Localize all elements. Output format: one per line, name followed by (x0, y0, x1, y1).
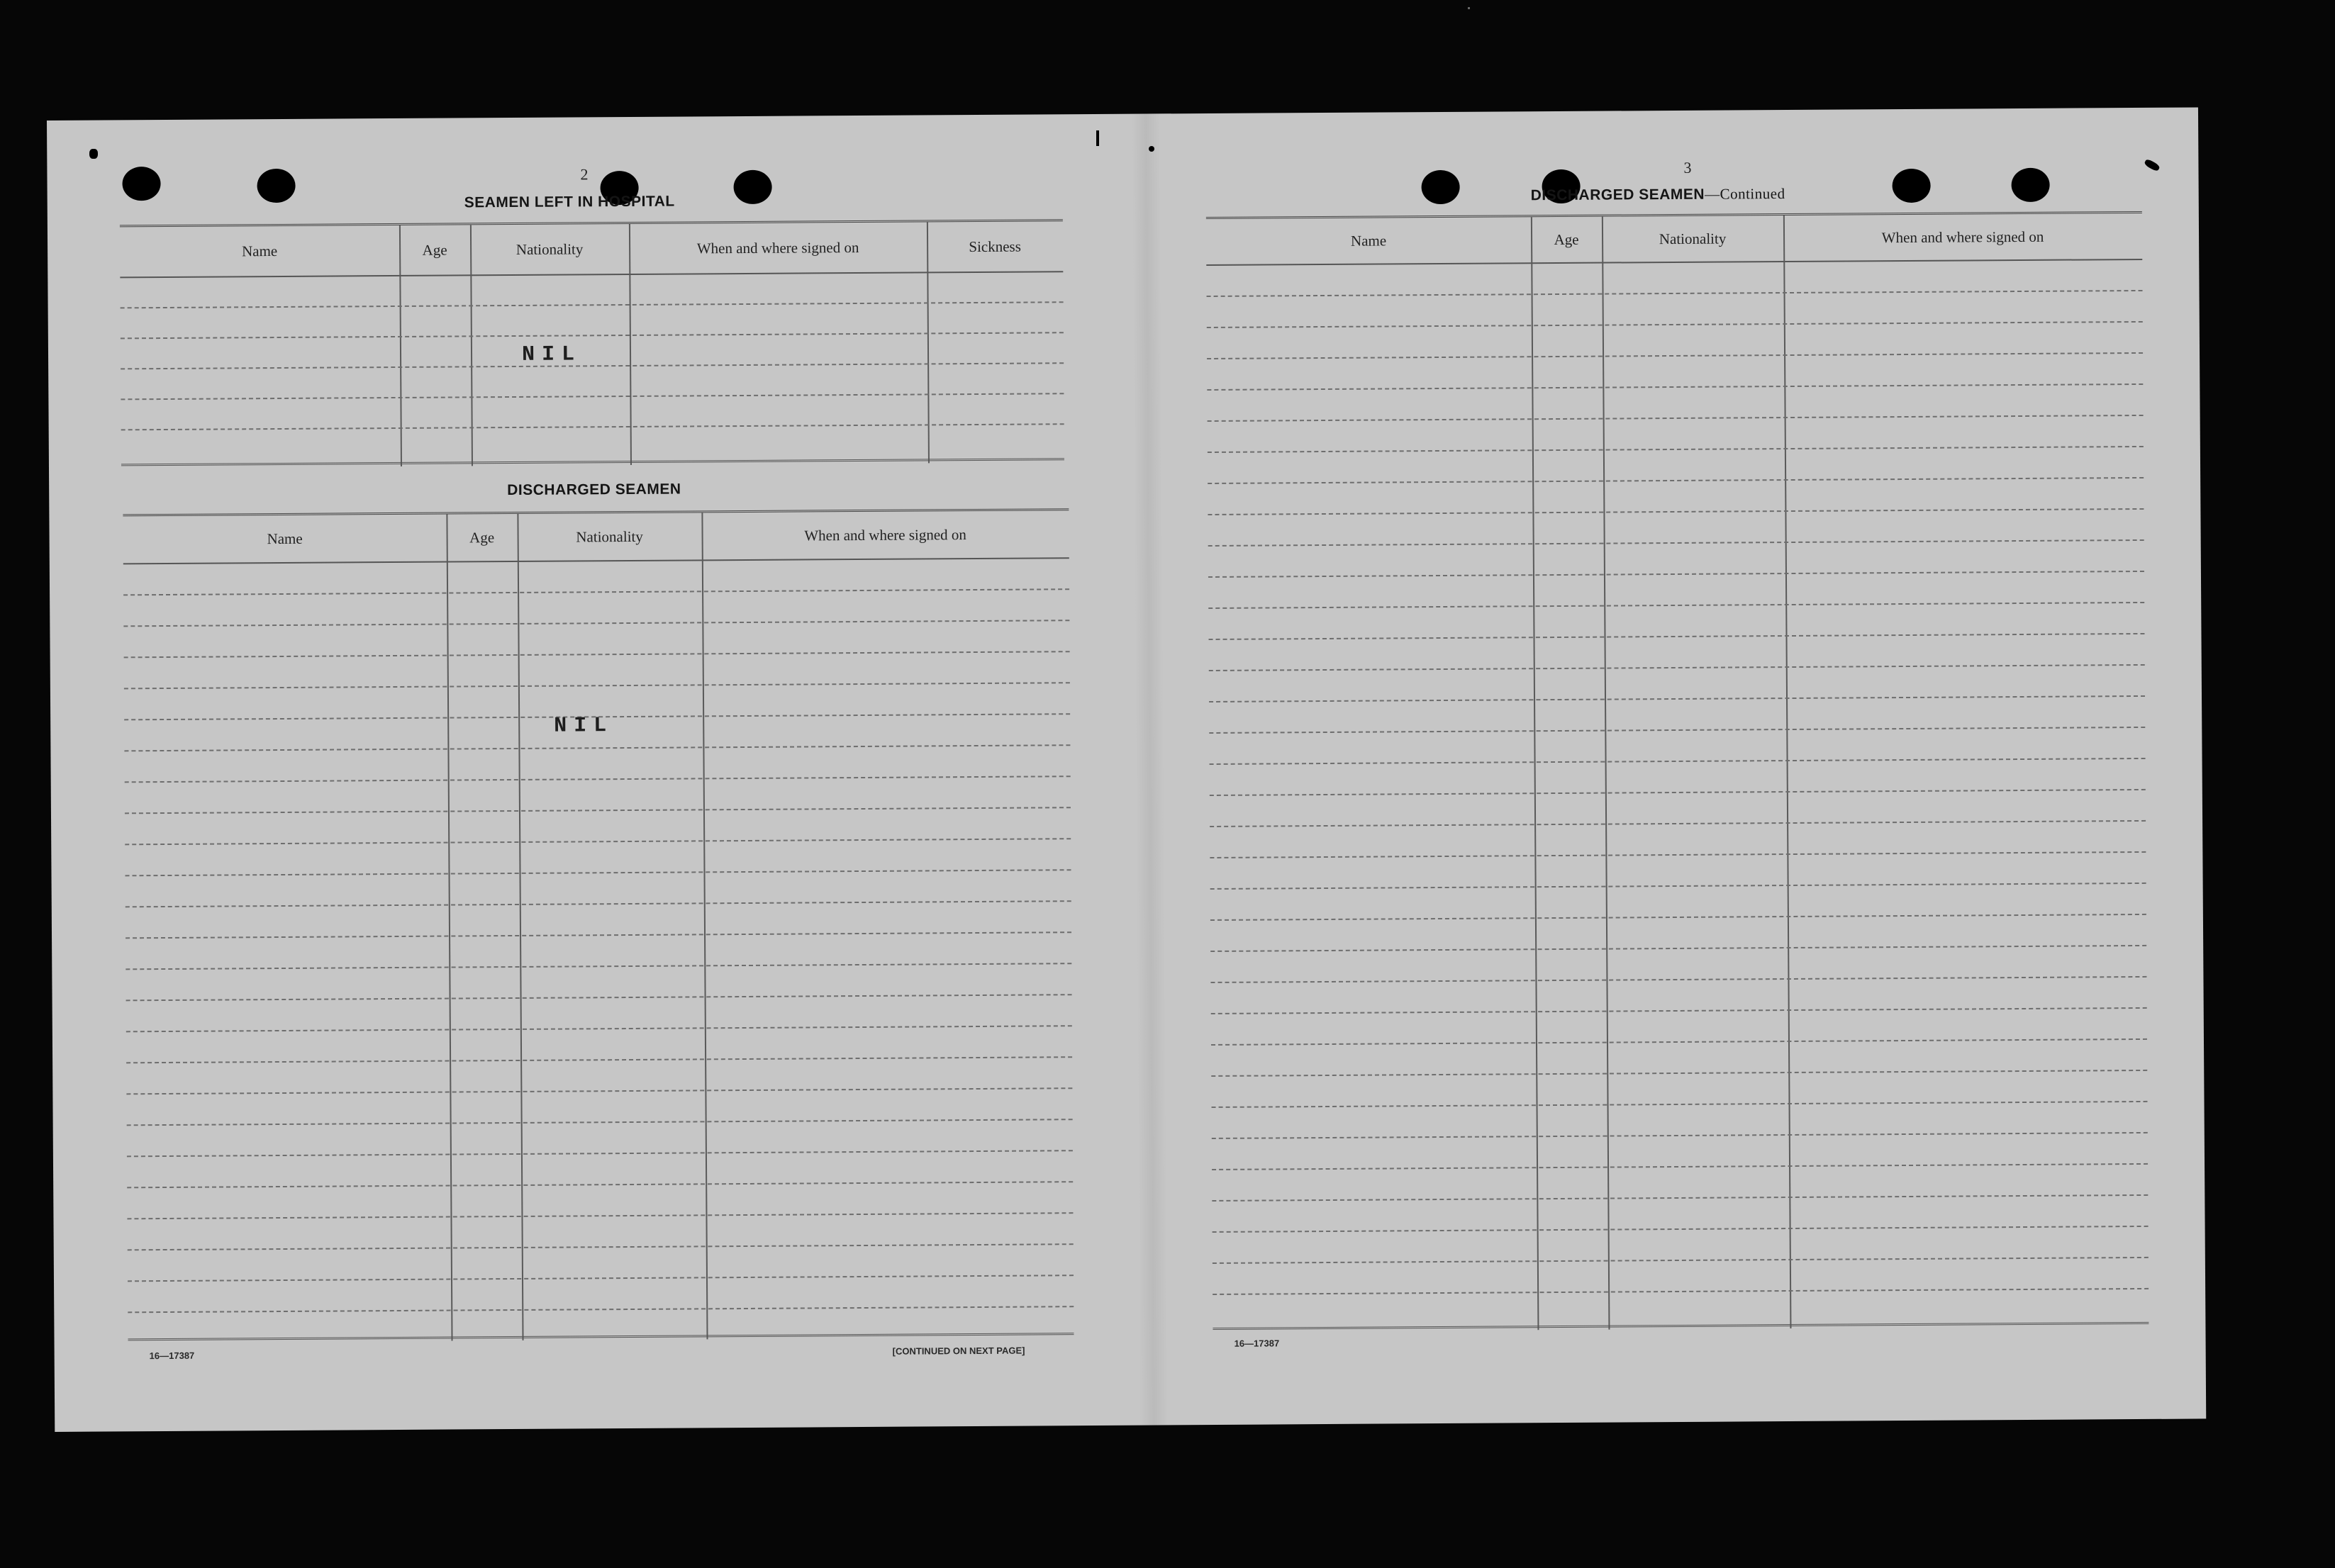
scan-speck (1149, 146, 1154, 152)
entry-line (124, 651, 1070, 658)
page-fold (1132, 113, 1168, 1425)
scan-speck (1096, 130, 1099, 146)
page-number-left: 2 (580, 165, 589, 184)
entry-line (127, 1212, 1073, 1219)
punch-hole (1892, 169, 1930, 203)
entry-line (124, 744, 1070, 751)
entry-line (1208, 508, 2144, 515)
entry-line (1208, 633, 2144, 640)
entry-line (121, 393, 1064, 400)
entry-line (1209, 664, 2145, 671)
entry-line (1211, 1038, 2147, 1046)
column-divider (1602, 217, 1610, 1330)
entry-line (128, 1306, 1074, 1313)
discharged-continued-header (1206, 213, 2142, 266)
punch-hole (733, 170, 771, 204)
entry-line (127, 1181, 1073, 1188)
page-number-right: 3 (1683, 158, 1692, 177)
entry-line (121, 362, 1064, 369)
entry-line (1207, 290, 2143, 297)
hospital-table-header (120, 221, 1063, 278)
discharged-continued-title (1531, 185, 1785, 204)
entry-line (126, 900, 1071, 907)
col-header-nationality: Nationality (576, 527, 643, 545)
discharged-table-right (1206, 211, 2149, 1332)
form-number-left: 16—17387 (149, 1350, 195, 1362)
entry-line (1212, 1163, 2148, 1170)
entry-line (1210, 820, 2146, 827)
scan-speck (89, 149, 98, 159)
hospital-table (120, 219, 1064, 468)
col-header-name: Name (1350, 231, 1387, 250)
col-header-name: Name (241, 242, 278, 259)
col-header-nationality: Nationality (1659, 230, 1727, 247)
entry-line (1207, 321, 2143, 328)
entry-line (1210, 976, 2146, 983)
entry-line (1210, 914, 2146, 921)
entry-line (126, 869, 1071, 876)
entry-line (125, 838, 1071, 845)
entry-line (126, 963, 1071, 970)
entry-line (1209, 727, 2145, 734)
col-header-sickness: Sickness (969, 237, 1021, 255)
hospital-section-title: SEAMEN LEFT IN HOSPITAL (464, 193, 675, 211)
entry-line (1208, 477, 2144, 484)
entry-line (121, 301, 1064, 308)
column-divider (1783, 215, 1792, 1328)
entry-line (121, 332, 1064, 339)
col-header-age: Age (422, 241, 447, 259)
entry-line (1212, 1132, 2148, 1139)
form-number-right: 16—17387 (1234, 1338, 1280, 1349)
entry-line (1210, 789, 2146, 796)
col-header-signed-on: When and where signed on (804, 525, 966, 544)
entry-line (1210, 758, 2146, 765)
entry-line (126, 1087, 1072, 1094)
entry-line (127, 1119, 1073, 1126)
entry-line (124, 682, 1070, 689)
table-bottom-rule (121, 458, 1064, 466)
entry-line (126, 1025, 1072, 1032)
col-header-signed-on: When and where signed on (1881, 228, 2044, 246)
col-header-age: Age (1554, 230, 1579, 248)
col-header-signed-on: When and where signed on (696, 238, 859, 257)
punch-hole (257, 169, 295, 203)
entry-line (1208, 602, 2144, 609)
entry-line (1212, 1101, 2148, 1108)
entry-line (1213, 1257, 2149, 1264)
col-header-age: Age (469, 528, 495, 546)
section-title-suffix: —Continued (1704, 185, 1785, 203)
entry-line (1212, 1194, 2148, 1202)
entry-line (1208, 571, 2144, 578)
entry-line (1210, 883, 2146, 890)
entry-line (126, 1056, 1072, 1063)
scan-speck (1468, 7, 1470, 9)
entry-line (125, 775, 1071, 783)
table-bottom-rule (1213, 1322, 2149, 1330)
entry-line (1208, 415, 2144, 422)
entry-line (1213, 1288, 2149, 1295)
entry-line (1208, 446, 2144, 453)
entry-line (123, 588, 1069, 595)
entry-line (121, 423, 1064, 430)
col-header-name: Name (267, 530, 303, 547)
entry-line (123, 620, 1069, 627)
table-bottom-rule (128, 1333, 1074, 1340)
punch-hole (122, 167, 160, 201)
discharged-table-left (123, 508, 1074, 1343)
discharged-section-title: DISCHARGED SEAMEN (507, 481, 681, 499)
entry-line (1208, 539, 2144, 547)
punch-hole (2011, 168, 2049, 202)
punch-hole (1421, 170, 1459, 204)
col-header-nationality: Nationality (516, 240, 584, 258)
continued-note: [CONTINUED ON NEXT PAGE] (892, 1345, 1025, 1357)
column-divider (1531, 217, 1539, 1330)
entry-line (125, 807, 1071, 814)
entry-line (128, 1275, 1074, 1282)
entry-line (128, 1243, 1074, 1250)
entry-line (1211, 1007, 2147, 1014)
entry-line (126, 994, 1072, 1001)
entry-line (126, 931, 1071, 939)
hospital-nil-entry: NIL (521, 342, 582, 367)
entry-line (1213, 1226, 2149, 1233)
entry-line (1209, 695, 2145, 702)
section-title-text: DISCHARGED SEAMEN (1530, 186, 1705, 204)
discharged-table-header (123, 510, 1069, 564)
entry-line (127, 1150, 1073, 1157)
entry-line (1207, 383, 2143, 391)
entry-line (1210, 851, 2146, 858)
discharged-nil-entry: NIL (554, 714, 614, 739)
entry-line (1210, 945, 2146, 952)
entry-line (1207, 352, 2143, 359)
entry-line (1211, 1070, 2147, 1077)
ledger-sheet (47, 107, 2206, 1431)
